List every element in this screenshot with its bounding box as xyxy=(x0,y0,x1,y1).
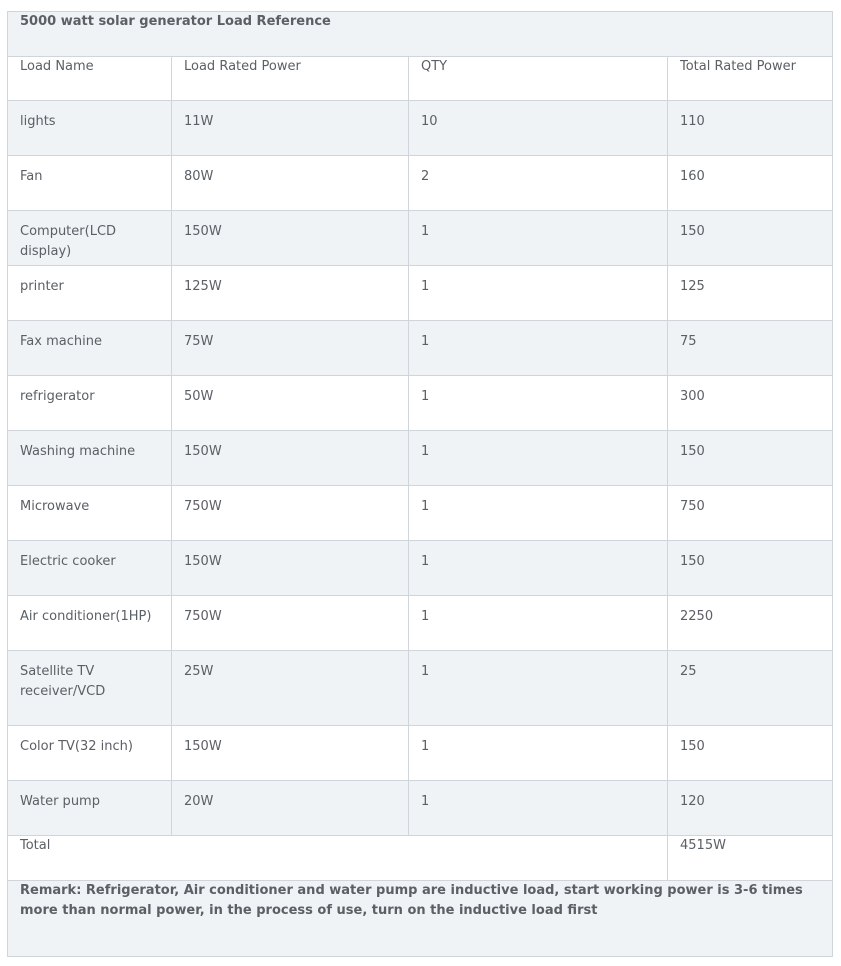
table-row xyxy=(8,211,833,266)
cell-rated-power: 25W xyxy=(172,651,409,726)
header-total-rated-power: Total Rated Power xyxy=(668,57,833,101)
remark-row xyxy=(8,881,833,957)
cell-total-power: 160 xyxy=(668,156,833,211)
cell-load-name: Water pump xyxy=(8,781,172,836)
cell-load-name: Computer(LCD display) xyxy=(8,211,172,266)
cell-total-power: 150 xyxy=(668,431,833,486)
cell-qty: 1 xyxy=(409,651,668,726)
total-row xyxy=(8,836,833,881)
cell-rated-power: 75W xyxy=(172,321,409,376)
cell-total-power: 750 xyxy=(668,486,833,541)
cell-total-power: 300 xyxy=(668,376,833,431)
cell-total-power: 150 xyxy=(668,726,833,781)
cell-load-name: Satellite TV receiver/VCD xyxy=(8,651,172,726)
cell-total-power: 120 xyxy=(668,781,833,836)
cell-total-power: 125 xyxy=(668,266,833,321)
cell-rated-power: 150W xyxy=(172,726,409,781)
cell-rated-power: 150W xyxy=(172,431,409,486)
cell-load-name: Color TV(32 inch) xyxy=(8,726,172,781)
cell-load-name: refrigerator xyxy=(8,376,172,431)
total-label: Total xyxy=(8,836,668,881)
table-row xyxy=(8,486,833,541)
table-row xyxy=(8,651,833,726)
remark-text: Remark: Refrigerator, Air conditioner and water pump are inductive load, start working power is 3-6 times more than normal power, in the process of use, turn on the inductive load first xyxy=(8,881,833,957)
load-reference-table xyxy=(7,11,833,957)
cell-rated-power: 20W xyxy=(172,781,409,836)
cell-load-name: lights xyxy=(8,101,172,156)
cell-total-power: 2250 xyxy=(668,596,833,651)
cell-load-name: Fan xyxy=(8,156,172,211)
cell-rated-power: 150W xyxy=(172,211,409,266)
table-row xyxy=(8,781,833,836)
cell-qty: 1 xyxy=(409,211,668,266)
cell-load-name: Fax machine xyxy=(8,321,172,376)
cell-load-name: Air conditioner(1HP) xyxy=(8,596,172,651)
cell-qty: 1 xyxy=(409,781,668,836)
cell-total-power: 110 xyxy=(668,101,833,156)
cell-qty: 10 xyxy=(409,101,668,156)
cell-qty: 1 xyxy=(409,541,668,596)
cell-load-name: Microwave xyxy=(8,486,172,541)
cell-total-power: 25 xyxy=(668,651,833,726)
table-row xyxy=(8,266,833,321)
table-row xyxy=(8,726,833,781)
header-qty: QTY xyxy=(409,57,668,101)
cell-rated-power: 50W xyxy=(172,376,409,431)
table-row xyxy=(8,156,833,211)
cell-total-power: 150 xyxy=(668,541,833,596)
table-title: 5000 watt solar generator Load Reference xyxy=(8,12,833,57)
cell-rated-power: 80W xyxy=(172,156,409,211)
cell-load-name: Electric cooker xyxy=(8,541,172,596)
cell-load-name: printer xyxy=(8,266,172,321)
cell-qty: 2 xyxy=(409,156,668,211)
cell-rated-power: 150W xyxy=(172,541,409,596)
cell-total-power: 150 xyxy=(668,211,833,266)
cell-rated-power: 750W xyxy=(172,486,409,541)
table-header-row xyxy=(8,57,833,101)
cell-total-power: 75 xyxy=(668,321,833,376)
cell-rated-power: 125W xyxy=(172,266,409,321)
table-title-row xyxy=(8,12,833,57)
header-load-rated-power: Load Rated Power xyxy=(172,57,409,101)
table-row xyxy=(8,376,833,431)
cell-load-name: Washing machine xyxy=(8,431,172,486)
header-load-name: Load Name xyxy=(8,57,172,101)
table-row xyxy=(8,596,833,651)
cell-qty: 1 xyxy=(409,486,668,541)
cell-qty: 1 xyxy=(409,376,668,431)
table-row xyxy=(8,431,833,486)
table-row xyxy=(8,321,833,376)
cell-qty: 1 xyxy=(409,431,668,486)
table-row xyxy=(8,101,833,156)
cell-qty: 1 xyxy=(409,726,668,781)
cell-qty: 1 xyxy=(409,321,668,376)
cell-qty: 1 xyxy=(409,266,668,321)
table-row xyxy=(8,541,833,596)
total-value: 4515W xyxy=(668,836,833,881)
cell-qty: 1 xyxy=(409,596,668,651)
cell-rated-power: 11W xyxy=(172,101,409,156)
cell-rated-power: 750W xyxy=(172,596,409,651)
